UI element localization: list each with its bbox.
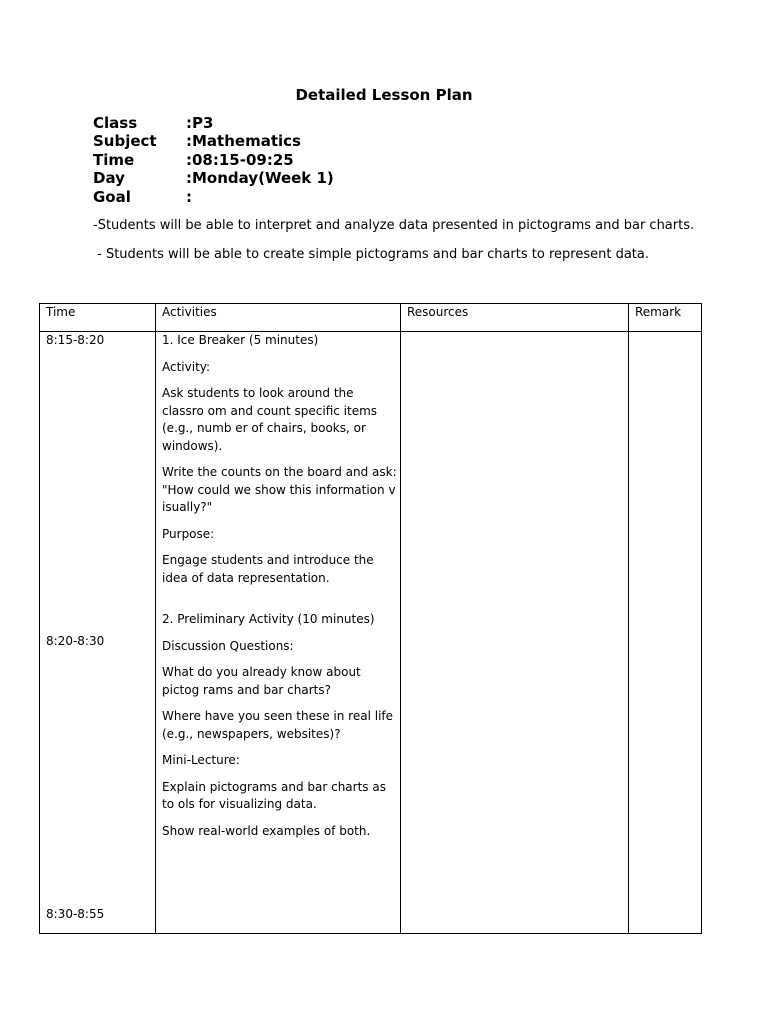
lesson-meta [93,114,334,206]
column-divider [400,304,401,933]
column-divider [155,304,156,933]
document-title: Detailed Lesson Plan [295,86,473,104]
activity-line: What do you already know about pictog rams and bar charts? [162,665,361,697]
activities-block-icebreaker [162,332,398,596]
activity-line: Purpose: [162,526,215,541]
time-slot: 8:15-8:20 [46,333,105,347]
meta-label: Subject [93,132,157,151]
activity-line: Ask students to look around the classro om and count specific items (e.g., numb er of chairs, books, or windows). [162,386,378,453]
meta-label: Time [93,150,135,169]
activity-line: 2. Preliminary Activity (10 minutes) [162,612,375,626]
time-slot: 8:30-8:55 [46,907,105,921]
meta-value: : [186,187,192,206]
activity-line: Explain pictograms and bar charts as to ols for visualizing data. [162,779,386,811]
activity-line: Where have you seen these in real life (e.g., newspapers, websites)? [162,709,394,741]
meta-label: Class [93,114,138,132]
meta-value: :P3 [186,114,214,132]
activity-line: 1. Ice Breaker (5 minutes) [162,333,319,347]
goal-statement: - Students will be able to create simple pictograms and bar charts to represent data. [93,247,649,262]
activity-line: Write the counts on the board and ask: "How could we show this information v isually?" [162,465,397,514]
lesson-plan-table [39,303,702,934]
header-time: Time [46,305,76,319]
meta-row-goal [93,188,334,206]
meta-row-day [93,169,334,187]
meta-value: :Monday(Week 1) [186,169,334,188]
goal-statement: -Students will be able to interpret and analyze data presented in pictograms and bar charts. [93,218,695,233]
header-activities: Activities [162,305,217,319]
time-slot: 8:20-8:30 [46,634,105,648]
activity-line: Show real-world examples of both. [162,823,371,838]
activity-line: Discussion Questions: [162,638,294,653]
activity-line: Engage students and introduce the idea of data representation. [162,553,374,585]
header-remark: Remark [635,305,682,319]
activities-block-preliminary [162,611,398,849]
meta-row-time [93,151,334,169]
activity-line: Mini-Lecture: [162,753,240,767]
meta-row-subject [93,132,334,150]
meta-label: Goal [93,187,131,206]
meta-label: Day [93,169,125,188]
meta-row-class [93,114,334,132]
meta-value: :08:15-09:25 [186,150,294,169]
activity-line: Activity: [162,359,211,374]
meta-value: :Mathematics [186,132,301,151]
column-divider [628,304,629,933]
header-resources: Resources [407,305,469,319]
